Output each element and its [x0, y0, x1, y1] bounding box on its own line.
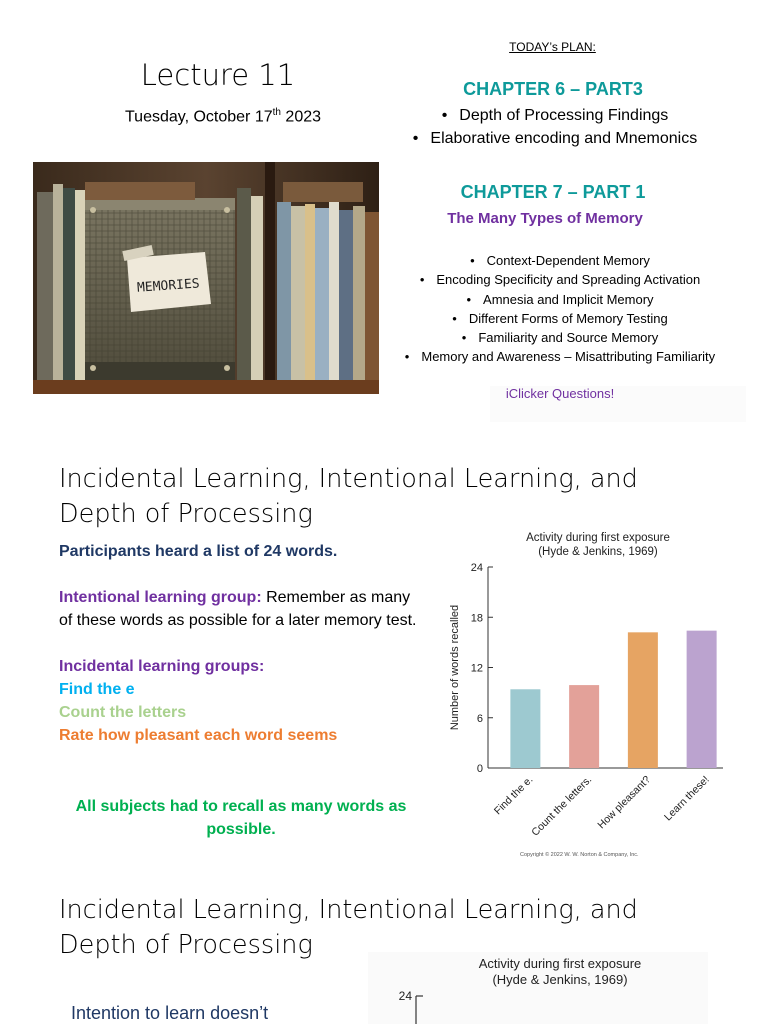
chapter7-item: • Different Forms of Memory Testing — [395, 309, 725, 328]
chart-title: Activity during first exposure — [526, 532, 670, 544]
recall-bar-chart-2 — [368, 952, 708, 1024]
recall-instruction: All subjects had to recall as many words as possible. — [75, 798, 407, 838]
chapter7-item: • Familiarity and Source Memory — [395, 328, 725, 347]
chart-bar — [569, 685, 599, 768]
chapter7-item: • Memory and Awareness – Misattributing Familiarity — [395, 347, 725, 366]
chapter7-list — [395, 251, 725, 367]
slide3-text: Intention to learn doesn’t — [71, 1003, 269, 1023]
chart-y-tick-label: 24 — [470, 562, 483, 574]
chart-y-tick-label: 6 — [476, 712, 483, 725]
chapter7-item: • Amnesia and Implicit Memory — [395, 290, 725, 309]
chapter6-item: • Elaborative encoding and Mnemonics — [390, 127, 720, 150]
iclicker-text: iClicker Questions! — [505, 386, 615, 401]
chapter7-heading: CHAPTER 7 – PART 1 — [460, 182, 646, 202]
chart2-title: Activity during first exposure — [478, 956, 642, 971]
date-prefix: Tuesday, October 17 — [124, 108, 273, 126]
chart-bar — [628, 632, 658, 768]
slide2-title: Incidental Learning, Intentional Learning, and Depth of Processing — [59, 464, 638, 529]
todays-plan-heading: TODAY’s PLAN: — [509, 40, 596, 54]
memories-box-photo — [33, 162, 379, 394]
chart-y-tick-label: 0 — [476, 763, 483, 775]
date-superscript: th — [272, 107, 281, 118]
chart-bar — [687, 631, 717, 768]
lecture-title: Lecture 11 — [140, 58, 296, 92]
group-rate-pleasant: Rate how pleasant each word seems — [59, 727, 338, 744]
chapter7-item: • Context-Dependent Memory — [395, 251, 725, 270]
chapter7-subheading: The Many Types of Memory — [447, 210, 643, 227]
intentional-text: Remember as many of these words as possible for a later memory test. — [59, 589, 417, 629]
chart2-y-tick-label: 24 — [398, 989, 412, 1003]
lecture-date — [100, 107, 346, 126]
incidental-label: Incidental learning groups: — [59, 658, 265, 675]
chapter6-heading: CHAPTER 6 – PART3 — [463, 79, 643, 99]
intentional-paragraph — [59, 586, 419, 632]
chart-x-tick-label: Count the letters. — [529, 773, 595, 839]
slide2-body — [59, 540, 419, 747]
chart-copyright: Copyright © 2022 W. W. Norton & Company, Inc. — [520, 852, 639, 858]
bookshelf-image — [33, 162, 379, 394]
photo-label-text: MEMORIES — [136, 276, 201, 296]
group-count-letters: Count the letters — [59, 704, 187, 721]
chart-y-tick-label: 12 — [470, 662, 483, 675]
intentional-label: Intentional learning group: — [59, 589, 262, 606]
chart-y-tick-label: 18 — [470, 612, 483, 625]
slide3-title: Incidental Learning, Intentional Learning, and Depth of Processing — [59, 895, 638, 960]
date-suffix: 2023 — [280, 108, 322, 126]
chart2-subtitle: (Hyde & Jenkins, 1969) — [492, 972, 628, 987]
recall-bar-chart — [420, 525, 750, 865]
participants-text: Participants heard a list of 24 words. — [59, 543, 338, 560]
chart-subtitle: (Hyde & Jenkins, 1969) — [538, 546, 658, 558]
chart-x-tick-label: How pleasant? — [595, 773, 653, 832]
chapter6-item: • Depth of Processing Findings — [390, 104, 720, 127]
chapter7-item: • Encoding Specificity and Spreading Activation — [395, 270, 725, 289]
chart-x-tick-label: Find the e. — [491, 773, 536, 818]
group-find-e: Find the e — [59, 681, 135, 698]
chapter6-list — [390, 104, 720, 150]
chart-bar — [510, 689, 540, 768]
chart-x-tick-label: Learn these! — [661, 773, 712, 824]
chart-y-axis-label: Number of words recalled — [449, 604, 461, 731]
